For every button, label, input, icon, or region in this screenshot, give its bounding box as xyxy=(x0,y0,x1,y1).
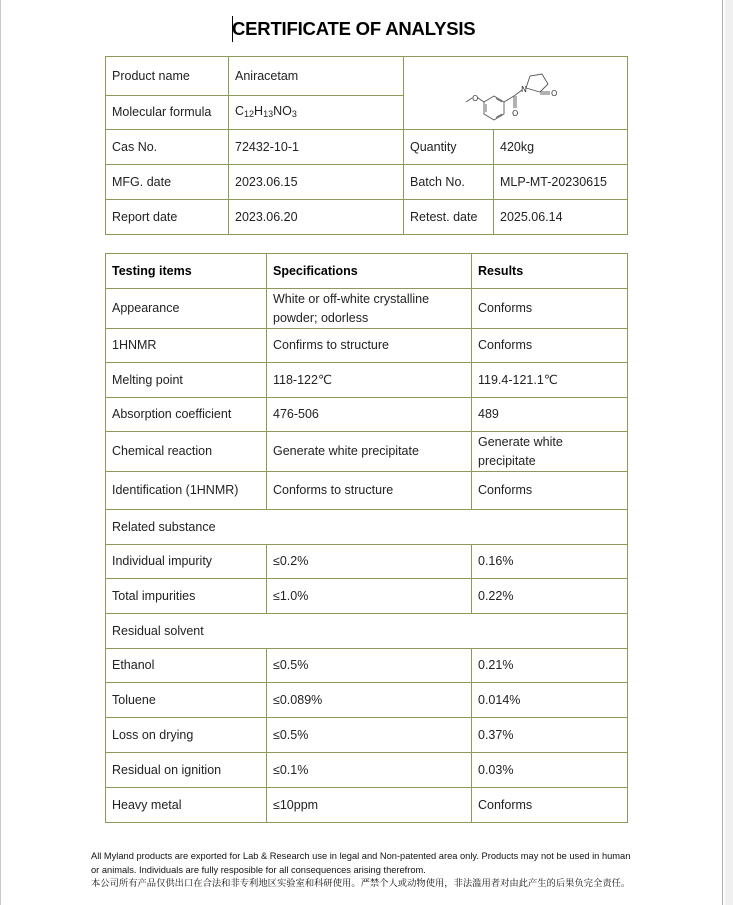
test-result: 0.37% xyxy=(472,718,628,753)
section-row xyxy=(106,510,628,545)
section-label: Residual solvent xyxy=(106,614,628,649)
test-spec: ≤0.089% xyxy=(267,683,472,718)
mfg-label: MFG. date xyxy=(106,165,229,200)
test-result: 0.03% xyxy=(472,753,628,788)
page-gutter xyxy=(725,0,733,905)
table-row xyxy=(106,398,628,432)
retest-label: Retest. date xyxy=(404,200,494,235)
batch-label: Batch No. xyxy=(404,165,494,200)
test-item: Residual on ignition xyxy=(106,753,267,788)
table-row xyxy=(106,363,628,398)
test-spec: ≤0.1% xyxy=(267,753,472,788)
test-result: 119.4-121.1℃ xyxy=(472,363,628,398)
test-item: Absorption coefficient xyxy=(106,398,267,432)
header-results: Results xyxy=(472,254,628,289)
table-row xyxy=(106,753,628,788)
atom-ring-o: O xyxy=(550,89,557,98)
formula-value: $C_{12}H_{13}NO_3$ xyxy=(229,96,404,130)
test-spec: White or off-white crystalline powder; odorless xyxy=(267,289,472,329)
section-row xyxy=(106,614,628,649)
test-spec: 476-506 xyxy=(267,398,472,432)
table-row xyxy=(106,432,628,472)
atom-n: N xyxy=(520,85,527,94)
table-row xyxy=(106,683,628,718)
disclaimer-chinese: 本公司所有产品仅供出口在合法和非专利地区实验室和科研使用。严禁个人或动物使用，非法滥用者对由此产生的后果负完全责任。 xyxy=(91,878,631,889)
table-row xyxy=(106,788,628,823)
header-specifications: Specifications xyxy=(267,254,472,289)
test-spec: ≤1.0% xyxy=(267,579,472,614)
cas-label: Cas No. xyxy=(106,130,229,165)
page-edge-right xyxy=(722,0,723,905)
test-spec: ≤0.5% xyxy=(267,718,472,753)
atom-carbonyl-o: O xyxy=(511,109,518,118)
test-result: 0.22% xyxy=(472,579,628,614)
retest-value: 2025.06.14 xyxy=(494,200,628,235)
table-row xyxy=(106,718,628,753)
cas-value: 72432-10-1 xyxy=(229,130,404,165)
product-info-table xyxy=(105,56,628,235)
header-testing-items: Testing items xyxy=(106,254,267,289)
disclaimer xyxy=(91,850,636,891)
test-spec: ≤10ppm xyxy=(267,788,472,823)
formula-label: Molecular formula xyxy=(106,96,229,130)
test-item: Chemical reaction xyxy=(106,432,267,472)
molecular-structure xyxy=(456,60,576,126)
disclaimer-english: All Myland products are exported for Lab & Research use in legal and Non-patented area only. Products may not be used in human or animals. Individuals are fully resposible for all consequences arising therefrom. xyxy=(91,851,631,875)
test-result: Conforms xyxy=(472,289,628,329)
test-item: Melting point xyxy=(106,363,267,398)
test-spec: Confirms to structure xyxy=(267,329,472,363)
test-item: Identification (1HNMR) xyxy=(106,472,267,510)
test-result: 0.014% xyxy=(472,683,628,718)
product-name-label: Product name xyxy=(106,57,229,96)
section-label: Related substance xyxy=(106,510,628,545)
quantity-label: Quantity xyxy=(404,130,494,165)
product-name-value: Aniracetam xyxy=(229,57,404,96)
test-result: 0.21% xyxy=(472,649,628,683)
mfg-value: 2023.06.15 xyxy=(229,165,404,200)
page-edge-left xyxy=(0,0,1,905)
test-result: Conforms xyxy=(472,788,628,823)
test-spec: 118-122℃ xyxy=(267,363,472,398)
test-result: Conforms xyxy=(472,472,628,510)
test-result: Conforms xyxy=(472,329,628,363)
report-value: 2023.06.20 xyxy=(229,200,404,235)
test-spec: Conforms to structure xyxy=(267,472,472,510)
test-item: Total impurities xyxy=(106,579,267,614)
test-item: Ethanol xyxy=(106,649,267,683)
test-item: 1HNMR xyxy=(106,329,267,363)
test-result: Generate white precipitate xyxy=(472,432,628,472)
test-item: Loss on drying xyxy=(106,718,267,753)
test-spec: ≤0.5% xyxy=(267,649,472,683)
test-spec: ≤0.2% xyxy=(267,545,472,579)
document-title: CERTIFICATE OF ANALYSIS xyxy=(232,18,476,39)
atom-methoxy-o: O xyxy=(471,94,478,103)
table-row xyxy=(106,289,628,329)
test-result: 489 xyxy=(472,398,628,432)
report-label: Report date xyxy=(106,200,229,235)
test-spec: Generate white precipitate xyxy=(267,432,472,472)
test-results-table xyxy=(105,253,628,823)
test-item: Appearance xyxy=(106,289,267,329)
table-row xyxy=(106,472,628,510)
test-result: 0.16% xyxy=(472,545,628,579)
structure-cell xyxy=(404,57,628,130)
batch-value: MLP-MT-20230615 xyxy=(494,165,628,200)
quantity-value: 420kg xyxy=(494,130,628,165)
table-row xyxy=(106,579,628,614)
table-row xyxy=(106,545,628,579)
test-item: Heavy metal xyxy=(106,788,267,823)
table-row xyxy=(106,329,628,363)
test-item: Individual impurity xyxy=(106,545,267,579)
table-row xyxy=(106,649,628,683)
test-item: Toluene xyxy=(106,683,267,718)
